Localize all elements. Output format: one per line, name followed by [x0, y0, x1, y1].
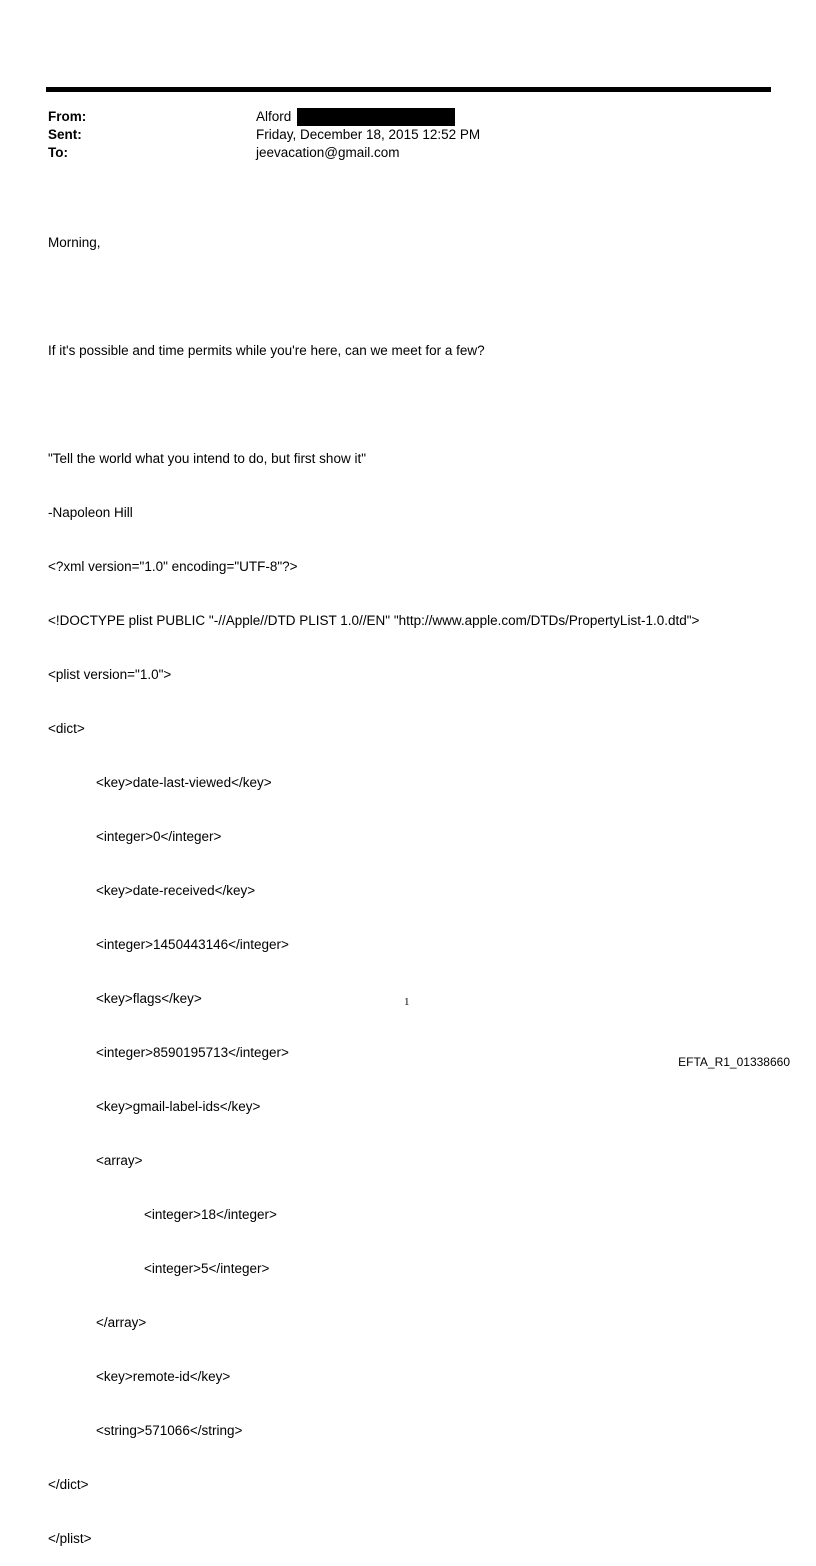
message-text: If it's possible and time permits while you're here, can we meet for a few? [48, 343, 485, 358]
sent-row [48, 126, 748, 144]
from-label: From: [48, 109, 87, 124]
key-date-last-viewed: <key>date-last-viewed</key> [96, 775, 272, 790]
doctype-line: <!DOCTYPE plist PUBLIC "-//Apple//DTD PLIST 1.0//EN" "http://www.apple.com/DTDs/PropertyList-1.0.dtd"> [48, 613, 700, 628]
integer-date-received: <integer>1450443146</integer> [96, 937, 289, 952]
to-label: To: [48, 145, 68, 160]
sent-value: Friday, December 18, 2015 12:52 PM [256, 127, 481, 142]
from-row [48, 108, 748, 126]
sender-name: Alford [256, 109, 292, 124]
array-close: </array> [96, 1315, 147, 1330]
integer-flags: <integer>8590195713</integer> [96, 1045, 289, 1060]
key-flags: <key>flags</key> [96, 991, 202, 1006]
integer-label-5: <integer>5</integer> [144, 1261, 270, 1276]
xml-declaration: <?xml version="1.0" encoding="UTF-8"?> [48, 559, 298, 574]
greeting: Morning, [48, 235, 101, 250]
to-row [48, 144, 748, 162]
to-value: jeevacation@gmail.com [256, 145, 400, 160]
page-number: 1 [404, 996, 410, 1008]
quote-author: -Napoleon Hill [48, 505, 133, 520]
string-remote-id: <string>571066</string> [96, 1423, 243, 1438]
header-divider [46, 87, 771, 92]
redaction-box [297, 108, 455, 126]
dict-close: </dict> [48, 1477, 89, 1492]
key-remote-id: <key>remote-id</key> [96, 1369, 231, 1384]
quote-text: "Tell the world what you intend to do, but first show it" [48, 451, 366, 466]
from-value [256, 108, 455, 126]
sent-label: Sent: [48, 127, 82, 142]
integer-label-18: <integer>18</integer> [144, 1207, 277, 1222]
dict-open: <dict> [48, 721, 85, 736]
plist-open: <plist version="1.0"> [48, 667, 172, 682]
email-body [48, 198, 788, 1566]
bates-number: EFTA_R1_01338660 [678, 1055, 790, 1069]
email-header [48, 108, 748, 162]
key-date-received: <key>date-received</key> [96, 883, 256, 898]
integer-date-last-viewed: <integer>0</integer> [96, 829, 222, 844]
array-open: <array> [96, 1153, 143, 1168]
plist-close: </plist> [48, 1531, 92, 1546]
key-gmail-label-ids: <key>gmail-label-ids</key> [96, 1099, 261, 1114]
